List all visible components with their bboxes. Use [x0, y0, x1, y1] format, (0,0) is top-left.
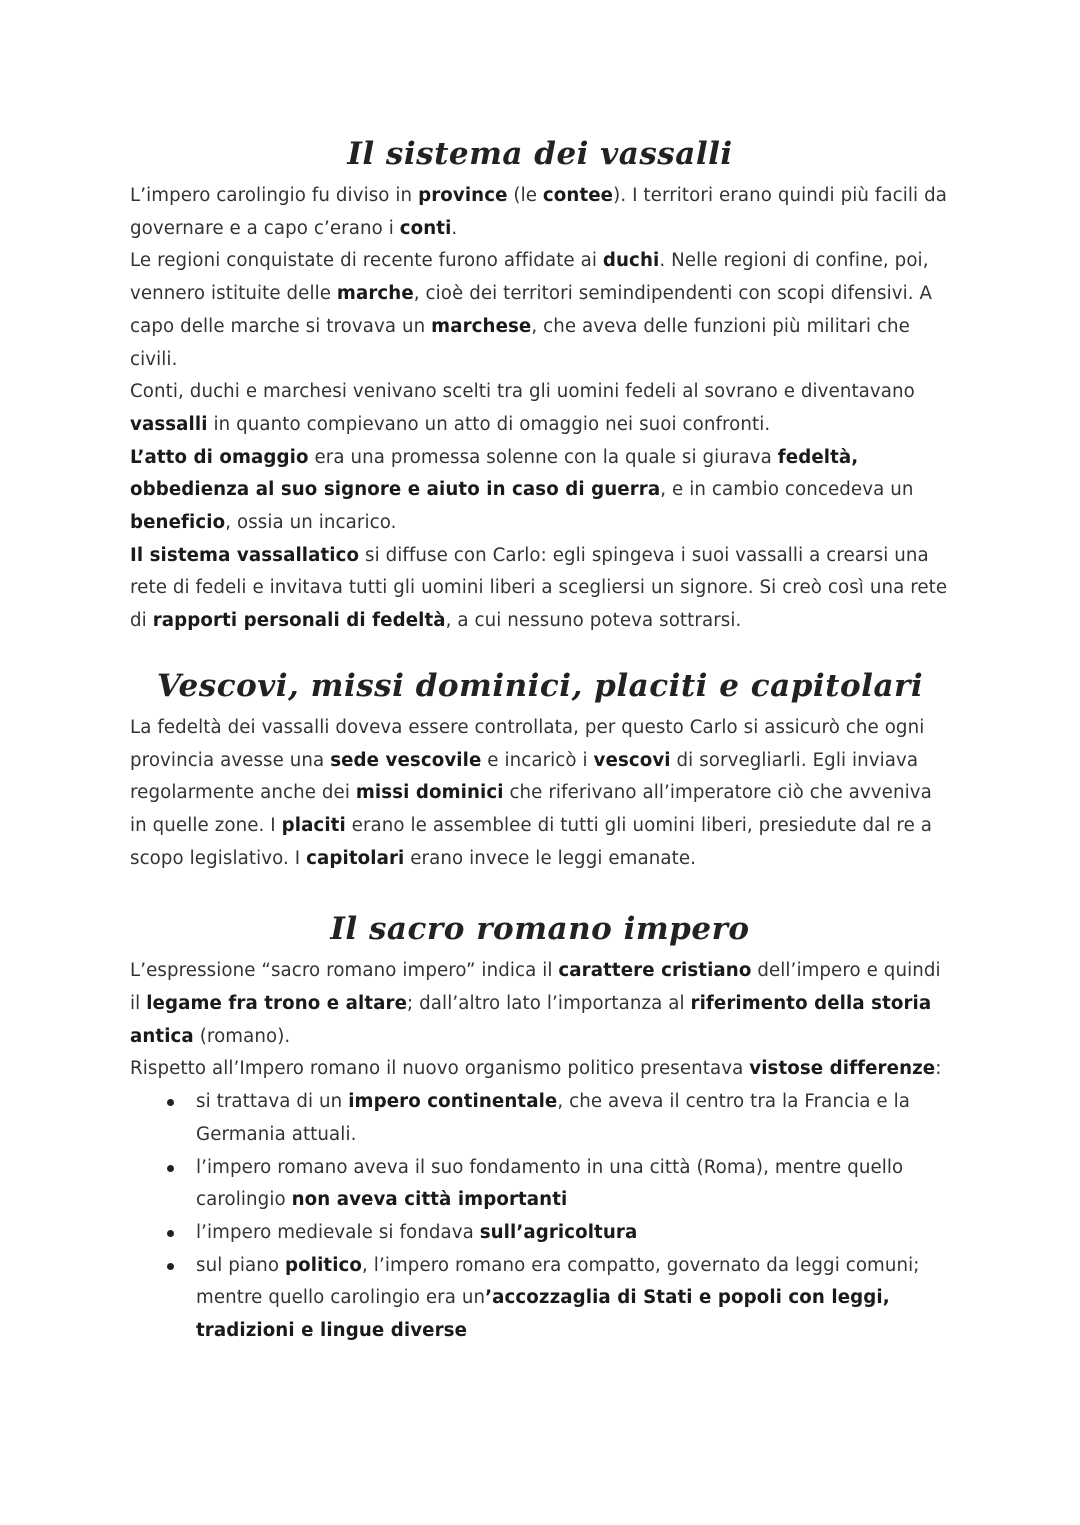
- paragraph: [130, 955, 950, 1053]
- list-item-text: [196, 1222, 637, 1243]
- text-run: erano invece le leggi emanate.: [404, 847, 697, 869]
- bold-text: carattere cristiano: [558, 960, 752, 982]
- text-run: l’impero medievale si fondava: [196, 1221, 480, 1243]
- bold-text: riferimento della storia antica: [130, 993, 932, 1047]
- bullet-icon: [167, 1263, 174, 1270]
- bullet-icon: [167, 1230, 174, 1237]
- text-run: , cioè dei territori semindipendenti con scopi difensivi. A capo delle marche si trovava un: [130, 283, 933, 337]
- bold-text: politico: [285, 1254, 363, 1276]
- text-run: erano le assemblee di tutti gli uomini liberi, presiedute dal re a scopo legislativo. I: [130, 814, 933, 869]
- text-run: Le regioni conquistate di recente furono affidate ai: [130, 250, 603, 272]
- list-item: [130, 1250, 950, 1348]
- text-run: . Nelle regioni di confine, poi, vennero istituite delle: [130, 250, 929, 305]
- bold-text: rapporti personali di fedeltà: [152, 610, 446, 632]
- text-run: ; dall’altro lato l’importanza al: [407, 993, 691, 1015]
- text-run: , e in cambio concedeva un: [660, 479, 914, 501]
- text-run: sul piano: [196, 1254, 286, 1276]
- bold-text: ’accozzaglia di Stati e popoli con leggi, tradizioni e lingue diverse: [196, 1287, 890, 1342]
- list-item: [130, 1217, 950, 1250]
- text-run: , l’impero romano era compatto, governato da leggi comuni; mentre quello carolingio era un: [196, 1254, 920, 1309]
- bold-text: L’atto di omaggio: [130, 446, 309, 468]
- text-run: di sorvegliarli. Egli inviava regolarmente anche dei: [130, 749, 919, 804]
- bold-text: vassalli: [130, 413, 208, 435]
- bold-text: sede vescovile: [330, 749, 482, 771]
- paragraph: [130, 180, 950, 245]
- bold-text: fedeltà, obbedienza al suo signore e aiuto in caso di guerra: [130, 446, 859, 501]
- text-run: si trattava di un: [196, 1091, 349, 1113]
- bold-text: duchi: [602, 250, 660, 272]
- bold-text: legame fra trono e altare: [146, 993, 408, 1015]
- bold-text: contee: [542, 185, 614, 206]
- text-run: ). I territori erano quindi più facili da governare e a capo c’erano i: [130, 185, 947, 239]
- text-run: L’impero carolingio fu diviso in: [130, 185, 419, 206]
- text-run: L’espressione “sacro romano impero” indica il: [130, 960, 559, 982]
- text-run: , che aveva delle funzioni più militari che civili.: [130, 315, 910, 370]
- text-run: era una promessa solenne con la quale si giurava: [308, 446, 778, 468]
- bold-text: marchese: [431, 315, 532, 337]
- bold-text: sull’agricoltura: [479, 1221, 638, 1243]
- list-item: [130, 1086, 950, 1151]
- bold-text: placiti: [281, 814, 346, 836]
- text-run: si diffuse con Carlo: egli spingeva i suoi vassalli a crearsi una rete di fedeli e invitava tutti gli uomini liberi a scegliersi un signore. Si creò così una rete di: [130, 544, 948, 632]
- text-run: .: [451, 217, 458, 239]
- text-run: che riferivano all’imperatore ciò che avveniva in quelle zone. I: [130, 782, 932, 836]
- bold-text: conti: [399, 217, 452, 239]
- text-run: Rispetto all’Impero romano il nuovo organismo politico presentava: [130, 1058, 750, 1080]
- bold-text: non aveva città importanti: [291, 1189, 568, 1211]
- text-run: in quanto compievano un atto di omaggio nei suoi confronti.: [207, 413, 771, 435]
- bold-text: province: [418, 185, 508, 206]
- list-item: [130, 1152, 950, 1217]
- text-run: e incaricò i: [481, 749, 594, 771]
- list-item-text: [196, 1157, 903, 1211]
- text-run: :: [935, 1058, 942, 1080]
- paragraph: [130, 1053, 950, 1086]
- text-run: , che aveva il centro tra la Francia e la Germania attuali.: [196, 1091, 910, 1145]
- list-item-text: [196, 1255, 920, 1341]
- text-run: , ossia un incarico.: [225, 512, 397, 534]
- text-run: (romano).: [193, 1025, 291, 1047]
- paragraph: [130, 245, 950, 376]
- section-title-sacro-romano-impero: Il sacro romano impero: [330, 911, 750, 948]
- bold-text: marche: [336, 283, 414, 305]
- paragraph: [130, 376, 950, 441]
- text-run: l’impero romano aveva il suo fondamento in una città (Roma), mentre quello carolingio: [196, 1156, 904, 1211]
- differences-list: [130, 1086, 950, 1348]
- paragraph: [130, 712, 950, 876]
- bold-text: Il sistema vassallatico: [130, 544, 360, 566]
- text-run: La fedeltà dei vassalli doveva essere controllata, per questo Carlo si assicurò che ogni provincia avesse una: [130, 716, 925, 771]
- bold-text: vistose differenze: [749, 1058, 936, 1080]
- bold-text: vescovi: [593, 749, 671, 771]
- document-page: [130, 128, 950, 1348]
- bold-text: impero continentale: [348, 1091, 558, 1113]
- section-title-vescovi: Vescovi, missi dominici, placiti e capitolari: [156, 667, 924, 704]
- bullet-icon: [167, 1099, 174, 1106]
- list-item-text: [196, 1091, 910, 1145]
- paragraph: [130, 442, 950, 540]
- text-run: , a cui nessuno poteva sottrarsi.: [445, 610, 742, 632]
- bullet-icon: [167, 1165, 174, 1172]
- text-run: (le: [507, 185, 543, 206]
- bold-text: beneficio: [130, 512, 226, 534]
- section-title-vassalli: Il sistema dei vassalli: [347, 136, 733, 172]
- text-run: Conti, duchi e marchesi venivano scelti tra gli uomini fedeli al sovrano e diventavano: [130, 381, 915, 403]
- text-run: dell’impero e quindi il: [130, 960, 941, 1015]
- bold-text: missi dominici: [355, 782, 504, 804]
- paragraph: [130, 540, 950, 638]
- bold-text: capitolari: [306, 847, 405, 869]
